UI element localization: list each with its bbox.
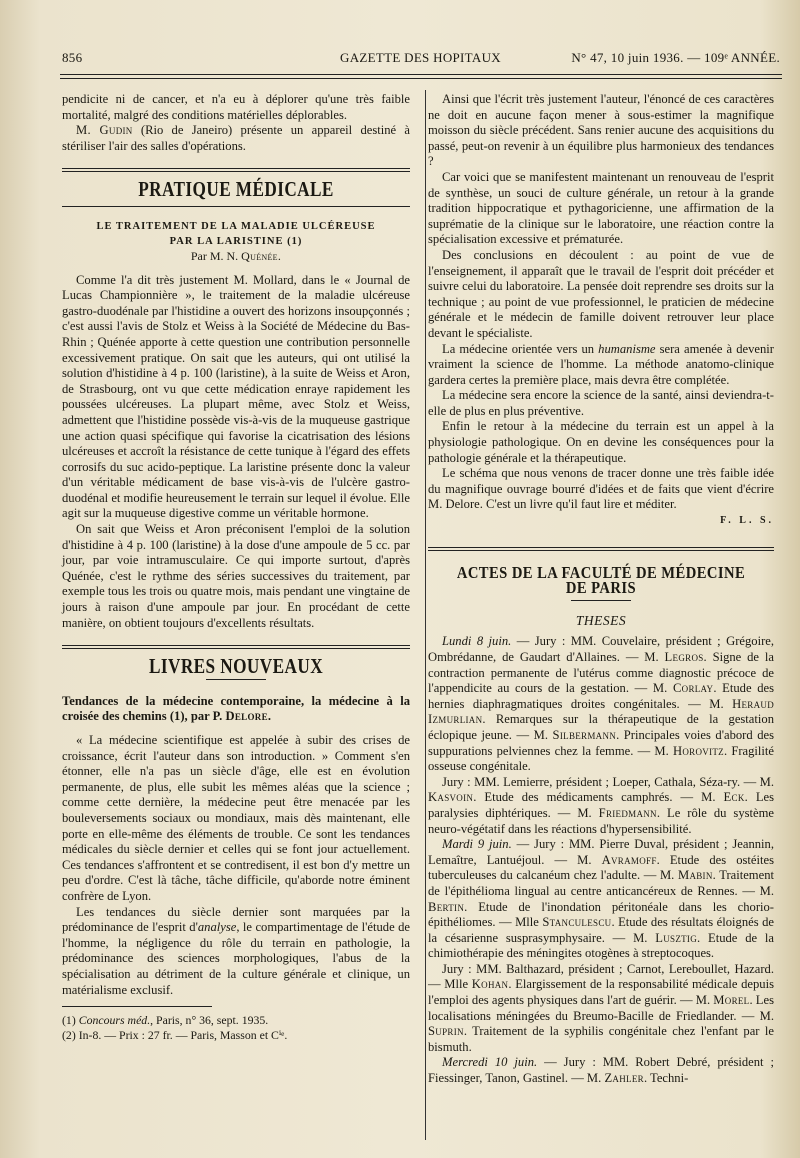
column-divider [425, 90, 426, 1140]
paragraph: Ainsi que l'écrit très justement l'auteur, l'énoncé de ces caractères ne doit en aucune façon mener à sous-estimer la magnifique moisson du siècle précédent. Sans renier aucune des acquisitions du passé, peut-on revenir à un équilibre plus harmonieux des tendances ? [428, 92, 774, 169]
paragraph-text: . Les localisations méningées du Breumo-Bacille de Friedlander. — M. [428, 993, 774, 1023]
candidate-name: Friedmann [598, 805, 657, 820]
paragraph [428, 342, 774, 389]
footnote-source: Concours méd. [78, 1013, 151, 1028]
left-column [62, 92, 410, 1043]
paragraph-text: Jury : MM. Balthazard, président ; Carnot, Lereboullet, Hazard. — Mlle [428, 961, 774, 992]
paragraph-text: — Jury : MM. Couvelaire, président ; Grégoire, Ombrédanne, de Gaudart d'Allaines. — M. [428, 634, 774, 664]
paragraph: « La médecine scientifique est appelée à subir des crises de croissance, écrit l'auteur dans son introduction. » Comment s'en étonner, elle n'a pas un siècle d'âge, elle est en évolution permanente, de plus, elle subit les mêmes aléas que la science ; comme cette dernière, la médecine peut être menacée par les bouleversements sociaux ou mondiaux, mais dès maintenant, elle porte en elle-même des éléments de trouble. Ce sont les tendances médicales du siècle dernier et celles qui se font jour actuellement. Ces tendances s'affrontent et se contredisent, il est bon d'y mettre un peu d'ordre. C'est là tâche, tâche difficile, qu'aborde notre éminent confrère de Lyon. [62, 733, 410, 903]
paragraph-text: . Etude de l'inondation péritonéale dans les chorio-épithéliomes. — Mlle [428, 899, 774, 930]
paragraph: Des conclusions en découlent : au point de vue de l'enseignement, il apparaît que le travail de l'esprit doit précéder et suivre celui du laboratoire. La pensée doit reprendre ses droits sur la technique ; au point de vue professionnel, le praticien de médecine générale et le médecin de famille doivent retrouver leur place devant le spécialiste. [428, 247, 774, 340]
footnote [62, 1013, 410, 1028]
candidate-name: Eck [723, 790, 745, 805]
paragraph-text: . Etude des ostéites tuberculeuses du calcanéum chez l'adulte. — M. [428, 852, 774, 883]
emphasis: humanisme [598, 341, 656, 356]
signature: F. L. S. [720, 515, 774, 527]
article-title-line: LE TRAITEMENT DE LA MALADIE ULCÉREUSE [96, 220, 376, 232]
candidate-name: Legros [664, 650, 704, 664]
byline-prefix: Par M. N. [190, 248, 242, 263]
byline-author: Quénée. [241, 248, 282, 263]
thesis-session [428, 837, 774, 962]
paragraph-text: . Etude des médicaments camphrés. — M. [473, 790, 724, 805]
footnote-number: (1) [62, 1013, 79, 1028]
issue-info: N° 47, 10 juin 1936. — 109ᵉ ANNÉE. [571, 50, 780, 65]
candidate-name: Corlay [672, 681, 714, 696]
thesis-session [428, 1055, 774, 1086]
candidate-name: Lusztig [655, 930, 698, 945]
section-title: PRATIQUE MÉDICALE [138, 177, 334, 202]
session-date: Mercredi 10 juin. [442, 1055, 538, 1070]
candidate-name: Kohan [471, 977, 509, 992]
paragraph-text: . Principales voies d'abord des suppurations pelviennes chez la femme. — M. [428, 727, 774, 758]
paragraph-text: . Fragilité osseuse congénitale. [428, 743, 775, 774]
emphasis: analyse [197, 920, 237, 935]
subsection-title: THESES [575, 612, 627, 628]
paragraph: pendicite ni de cancer, et n'a eu à déplorer qu'une très faible mortalité, malgré des conditions matérielles déplorables. [62, 92, 410, 122]
page-header [62, 50, 780, 70]
thesis-session [428, 962, 774, 1056]
paragraph-text: . Traitement de l'épithélioma lingual au centre anticancéreux de Rennes. — M. [428, 868, 774, 898]
candidate-name: Stanculescu [542, 915, 612, 930]
paragraph-text: . Etude de la chimiothérapie des méningites otogènes à streptocoques. [428, 930, 774, 961]
paragraph [62, 905, 410, 999]
paragraph-text: . Le rôle du système neuro-végétatif dans les réactions d'hypersensibilité. [428, 805, 774, 836]
candidate-name: Silbermann [552, 727, 617, 742]
paragraph-text: . Etude des hernies diaphragmatiques droites congénitales. — M. [428, 681, 774, 711]
session-date: Lundi 8 juin. [442, 634, 512, 649]
right-column [428, 92, 774, 1087]
paragraph-text: La médecine orientée vers un [442, 341, 599, 356]
section-title: ACTES DE LA FACULTÉ DE MÉDECINE DE PARIS [456, 562, 746, 598]
journal-title: GAZETTE DES HOPITAUX [340, 50, 501, 65]
paragraph: Car voici que se manifestent maintenant un renouveau de l'esprit de synthèse, un souci de culture générale, un retour à la grande tradition hippocratique et pythagoricienne, une affirmation de la suprématie de la clinique sur le laboratoire, une réaction contre la spécialisation excessive et prématurée. [428, 169, 774, 247]
thesis-session [428, 634, 774, 774]
book-author: Delore. [225, 709, 272, 724]
paragraph-text: . Etude des résultats éloignés de la césarienne susprasymphysaire. — M. [428, 915, 774, 945]
paragraph [62, 123, 410, 154]
candidate-name: Suprin [428, 1024, 464, 1039]
paragraph-text: Jury : MM. Lemierre, président ; Loeper, Cathala, Séza-ry. — M. [442, 774, 774, 789]
paragraph: Comme l'a dit très justement M. Mollard, dans le « Journal de Lucas Championnière », le traitement de la maladie ulcéreuse gastro-duodénale par l'histidine a ouvert des horizons insoupçonnés ; c'est aussi l'avis de Stolz et Weiss à la Société de Médecine du Bas-Rhin ; Quénée apporte à cette question une contribution personnelle excessivement pratique. On sait que les auteurs, qui ont utilisé la solution d'histidine à 4 p. 100 (laristine), à la suite de Weiss et Aron, de Strasbourg, ont vu que cette médication enraye rapidement les poussées ulcéreuses. La plupart même, avec Stolz et Weiss, admettent que l'histidine possède vis-à-vis de la muqueuse gastrique une action quasi spécifique qui favorise la cicatrisation des lésions ulcéreuses et accroît la résistance de cette tunique à l'égard des effets corrosifs du suc acido-peptique. La laristine présente donc la valeur d'un véritable médicament de base vis-à-vis de l'ulcère gastro-duodénal et modifie heureusement le terrain sur lequel il évolue. Elle agit sur la muqueuse digestive comme un véritable hormone. [62, 272, 410, 521]
page-number: 856 [62, 50, 83, 65]
paragraph-text: (Rio de Janeiro) présente un appareil destiné à stériliser l'air des salles d'opérations. [62, 123, 410, 153]
author-name: M. Gudin [76, 123, 133, 138]
paragraph: Le schéma que nous venons de tracer donne une très faible idée du magnifique ouvrage bourré d'idées et de faits que vient d'écrire M. Delore. C'est un livre qu'il faut lire et méditer. [428, 466, 774, 512]
candidate-name: Bertin [428, 899, 465, 914]
candidate-name: Kasvoin [428, 790, 474, 805]
candidate-name: Heraud Izmurlian [428, 696, 774, 727]
paragraph-text: — Jury : MM. Pierre Duval, président ; Jeannin, Lemaître, Lantuéjoul. — M. [428, 837, 775, 867]
candidate-name: Mabin [677, 868, 713, 883]
paragraph-text: sera amenée à devenir vraiment la science de l'homme. La méthode anatomo-clinique gardera certes la première place, mais devra être complétée. [428, 341, 774, 387]
candidate-name: Zahler [604, 1071, 644, 1086]
footnote-text: , Paris, n° 36, sept. 1935. [150, 1013, 269, 1028]
paragraph-text: . Traitement de la syphilis congénitale chez l'enfant par le bismuth. [428, 1024, 774, 1054]
byline [62, 249, 410, 265]
paragraph-text: . Signe de la contraction permanente de l'utérus comme diagnostic précoce de l'appendicite au cours de la gestation. — M. [428, 650, 774, 696]
article-title-line: PAR LA LARISTINE (1) [169, 235, 303, 247]
paragraph: La médecine sera encore la science de la santé, ainsi deviendra-t-elle de plus en plus préventive. [428, 388, 774, 418]
paragraph-text: Les tendances du siècle dernier sont marquées par la prédominance de l'esprit d' [62, 904, 410, 935]
footnote: (2) In-8. — Prix : 27 fr. — Paris, Masson et Cⁱᵉ. [62, 1028, 288, 1043]
paragraph-text: . Les paralysies diphtériques. — M. [428, 790, 775, 820]
header-rule [60, 74, 782, 79]
candidate-name: Horovitz [672, 743, 724, 758]
candidate-name: Avramoff [601, 852, 657, 867]
paragraph: On sait que Weiss et Aron préconisent l'emploi de la solution d'histidine à 4 p. 100 (laristine) à la dose d'une ampoule de 5 cc. par jour, par voie intramusculaire. Ce qui importe surtout, d'après Quénée, c'est le rythme des séries successives du traitement, par exemple tous les trois ou quatre mois, mais pendant une vingtaine de jours à raison d'une ampoule par jour. En procédant de cette manière, on obtient toujours d'excellents résultats. [62, 522, 410, 630]
paragraph-text: . Elargissement de la responsabilité médicale depuis l'emploi des agents physiques dans l'art de guérir. — M. [428, 977, 774, 1008]
book-title: Tendances de la médecine contemporaine, la médecine à la croisée des chemins (1), par P. [62, 693, 410, 724]
section-title: LIVRES NOUVEAUX [148, 654, 324, 679]
paragraph-text: . Remarques sur la thérapeutique de la gestation éclopique jeune. — M. [428, 712, 774, 742]
paragraph: Enfin le retour à la médecine du terrain est un appel à la physiologie pathologique. On en devine les conséquences pour la pathologie générale et la thérapeutique. [428, 419, 774, 465]
candidate-name: Morel [713, 993, 750, 1008]
book-heading [62, 694, 410, 725]
paragraph-text: . Techni- [643, 1071, 689, 1086]
paragraph-text: — Jury : MM. Robert Debré, président ; Fiessinger, Tanon, Gastinel. — M. [428, 1055, 774, 1086]
thesis-session [428, 775, 774, 837]
session-date: Mardi 9 juin. [442, 837, 512, 852]
paragraph-text: , le compartimentage de l'étude de l'homme, la négligence du rôle du terrain en pathologie, la prédominance des sciences morphologiques, l'abus de la spécialisation au détriment de la culture générale et clinique, un matérialisme exclusif. [62, 920, 410, 997]
